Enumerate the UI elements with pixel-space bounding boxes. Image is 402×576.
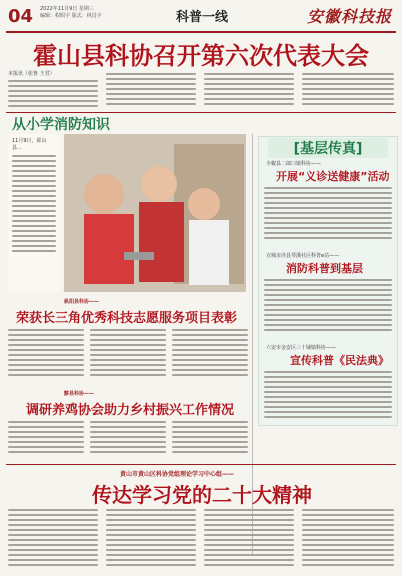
sidebar-item3-title: 宣传科普《民法典》	[290, 354, 389, 367]
dateline	[40, 6, 102, 20]
lead-intro: 本报讯（张鲁 王君）	[8, 71, 55, 77]
lead-body-col3	[204, 70, 294, 108]
sidebar-item2-kicker: 宣城市泾县琴溪社区科普e站——	[266, 253, 340, 259]
lead-body-col4	[302, 70, 394, 108]
article3-col3	[204, 506, 294, 570]
lead-bottom-rule	[6, 112, 396, 113]
top-rule	[6, 31, 396, 33]
children-caption	[8, 134, 60, 292]
article2-kicker: 黟县科协——	[64, 391, 95, 397]
article1-kicker: 枞阳县科协——	[64, 299, 100, 305]
bottom-section-rule	[6, 464, 396, 465]
newspaper-logo: 安徽科技报	[306, 7, 392, 26]
page-number: 04	[8, 6, 34, 27]
article3-title: 传达学习党的二十大精神	[92, 483, 312, 507]
photo-illustration	[64, 134, 246, 292]
lead-body-col1	[8, 70, 98, 108]
article1-col3	[172, 326, 248, 384]
article2-col3	[172, 418, 248, 460]
editor-credit: 编辑：程昭宇 版式：林昌宇	[40, 13, 102, 19]
lead-headline: 霍山县科协召开第六次代表大会	[33, 42, 369, 70]
sidebar-item1-title: 开展“义诊送健康”活动	[276, 170, 390, 183]
article1-title: 荣获长三角优秀科技志愿服务项目表彰	[16, 311, 238, 326]
lead-body-col2	[106, 70, 196, 108]
sidebar-item3-kicker: 六安市金安区三十铺镇科协——	[266, 345, 337, 351]
article2-col2	[90, 418, 166, 460]
article3-col4	[302, 506, 394, 570]
masthead	[0, 0, 402, 34]
children-fire-safety-photo	[64, 134, 246, 292]
sidebar-item1-body	[264, 184, 392, 246]
article3-col1	[8, 506, 98, 570]
issue-date: 2022年11月9日 星期三	[40, 6, 94, 12]
sidebar-item2-body	[264, 276, 392, 338]
article2-title: 调研养鸡协会助力乡村振兴工作情况	[26, 403, 235, 418]
article1-col1	[8, 326, 84, 384]
article2-col1	[8, 418, 84, 460]
article3-kicker: 黄山市黄山区科协党组理论学习中心组——	[120, 471, 235, 478]
caption-text: 11月9日，霍山县...	[12, 138, 47, 151]
article1-col2	[90, 326, 166, 384]
article3-col2	[106, 506, 196, 570]
section-name: 科普一线	[176, 10, 229, 25]
sidebar-item2-title: 消防科普到基层	[286, 262, 363, 275]
children-section-title: 从小学消防知识	[12, 117, 110, 133]
sidebar-heading: [基层传真]	[268, 138, 388, 158]
sidebar-item3-body	[264, 368, 392, 424]
sidebar-item1-kicker: 全椒县二郎口镇科协——	[266, 161, 322, 167]
